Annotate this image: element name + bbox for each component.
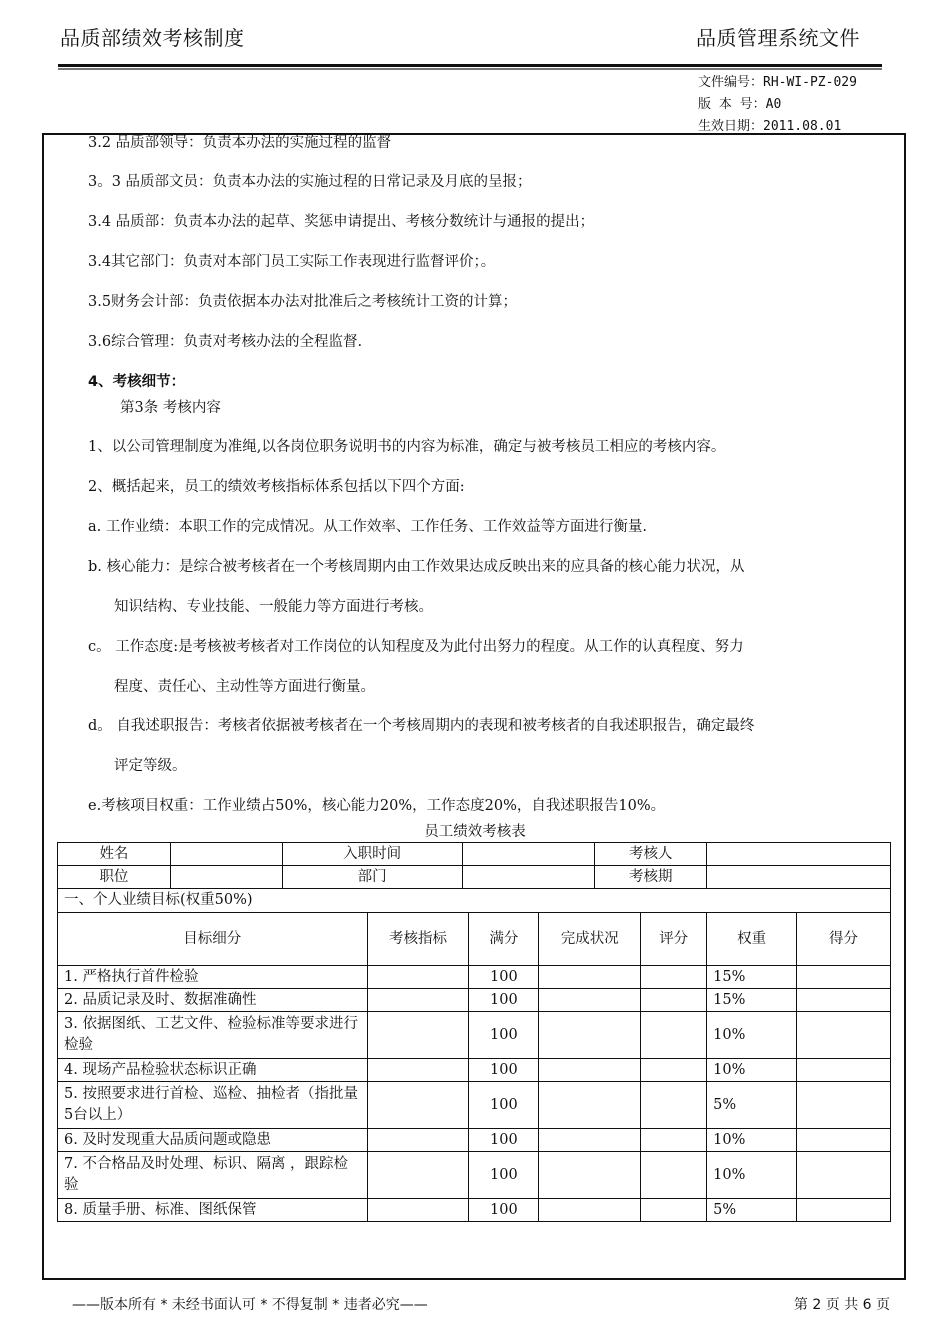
body-line: 3.4其它部门：负责对本部门员工实际工作表现进行监督评价；。 [88, 254, 496, 270]
row-target: 1. 严格执行首件检验 [58, 966, 368, 989]
join-date-value [462, 843, 595, 866]
row-weight: 15% [707, 966, 797, 989]
row-full-score: 100 [469, 1082, 539, 1129]
performance-table [57, 888, 891, 1222]
section-header: 一、个人业绩目标(权重50%) [58, 889, 891, 913]
table-row [58, 1199, 891, 1222]
row-weight: 10% [707, 1059, 797, 1082]
body-line: 知识结构、专业技能、一般能力等方面进行考核。 [114, 599, 433, 615]
section-title: 4、考核细节： [88, 374, 186, 390]
row-full-score: 100 [469, 966, 539, 989]
header-rule-thin [58, 68, 882, 70]
table-row [58, 966, 891, 989]
row-target: 8. 质量手册、标准、图纸保管 [58, 1199, 368, 1222]
body-line: e.考核项目权重：工作业绩占50%，核心能力20%，工作态度20%，自我述职报告10%。 [88, 798, 666, 814]
row-weight: 10% [707, 1129, 797, 1152]
table-row [58, 1129, 891, 1152]
reviewer-label: 考核人 [595, 843, 707, 866]
row-weight: 5% [707, 1199, 797, 1222]
table-row [58, 1059, 891, 1082]
department-label: 部门 [282, 866, 462, 889]
body-line: 程度、责任心、主动性等方面进行衡量。 [114, 679, 375, 695]
header-indicator: 考核指标 [367, 913, 469, 966]
body-line: 3.5财务会计部：负责依据本办法对批准后之考核统计工资的计算； [88, 294, 518, 310]
body-line: 2、概括起来，员工的绩效考核指标体系包括以下四个方面: [88, 479, 465, 495]
table-row [58, 1082, 891, 1129]
period-label: 考核期 [595, 866, 707, 889]
info-table [57, 842, 891, 889]
header-full-score: 满分 [469, 913, 539, 966]
body-line: b. 核心能力：是综合被考核者在一个考核周期内由工作效果达成反映出来的应具备的核心能力状况，从 [88, 559, 745, 575]
name-value [170, 843, 282, 866]
name-label: 姓名 [58, 843, 171, 866]
header-completion: 完成状况 [539, 913, 641, 966]
join-date-label: 入职时间 [282, 843, 462, 866]
row-full-score: 100 [469, 1152, 539, 1199]
table-row [58, 989, 891, 1012]
row-target: 3. 依据图纸、工艺文件、检验标准等要求进行检验 [58, 1012, 368, 1059]
page-number: 第 2 页 共 6 页 [793, 1297, 890, 1313]
row-target: 4. 现场产品检验状态标识正确 [58, 1059, 368, 1082]
position-value [170, 866, 282, 889]
row-weight: 5% [707, 1082, 797, 1129]
body-line: 评定等级。 [114, 758, 187, 774]
row-full-score: 100 [469, 989, 539, 1012]
row-target: 2. 品质记录及时、数据准确性 [58, 989, 368, 1012]
body-line: 1、以公司管理制度为准绳,以各岗位职务说明书的内容为标准，确定与被考核员工相应的考核内容。 [88, 439, 726, 455]
row-full-score: 100 [469, 1012, 539, 1059]
row-target: 7. 不合格品及时处理、标识、隔离 ，跟踪检验 [58, 1152, 368, 1199]
document-meta [698, 72, 857, 138]
document-category-title: 品质部绩效考核制度 [60, 26, 245, 50]
body-line: 3.6综合管理：负责对考核办法的全程监督. [88, 334, 363, 350]
row-weight: 10% [707, 1012, 797, 1059]
row-full-score: 100 [469, 1059, 539, 1082]
body-line: a. 工作业绩：本职工作的完成情况。从工作效率、工作任务、工作效益等方面进行衡量. [88, 519, 647, 535]
header-rating: 评分 [641, 913, 707, 966]
row-target: 5. 按照要求进行首检、巡检、抽检者（指批量5台以上） [58, 1082, 368, 1129]
header-target: 目标细分 [58, 913, 368, 966]
row-weight: 10% [707, 1152, 797, 1199]
reviewer-value [707, 843, 891, 866]
row-weight: 15% [707, 989, 797, 1012]
period-value [707, 866, 891, 889]
system-file-title: 品质管理系统文件 [696, 26, 860, 50]
row-target: 6. 及时发现重大品质问题或隐患 [58, 1129, 368, 1152]
table-title: 员工绩效考核表 [424, 824, 526, 840]
body-line: 3.4 品质部：负责本办法的起草、奖惩申请提出、考核分数统计与通报的提出； [88, 214, 595, 230]
copyright-notice: ——版本所有 * 未经书面认可 * 不得复制 * 违者必究—— [72, 1297, 428, 1313]
header-weight: 权重 [707, 913, 797, 966]
version: 版 本 号：A0 [698, 97, 782, 112]
position-label: 职位 [58, 866, 171, 889]
table-row [58, 1152, 891, 1199]
row-full-score: 100 [469, 1129, 539, 1152]
row-full-score: 100 [469, 1199, 539, 1222]
effective-date: 生效日期：2011.08.01 [698, 119, 842, 134]
table-row [58, 1012, 891, 1059]
doc-number: 文件编号：RH-WI-PZ-029 [698, 75, 857, 90]
body-line: 3.2 品质部领导：负责本办法的实施过程的监督 [88, 135, 392, 151]
body-line: d。 自我述职报告：考核者依据被考核者在一个考核周期内的表现和被考核者的自我述职报告，确定最终 [88, 718, 755, 734]
article-title: 第3条 考核内容 [120, 400, 221, 416]
header-rule-thick [58, 64, 882, 67]
department-value [462, 866, 595, 889]
body-line: c。 工作态度:是考核被考核者对工作岗位的认知程度及为此付出努力的程度。从工作的认真程度、努力 [88, 639, 744, 655]
body-line: 3。3 品质部文员：负责本办法的实施过程的日常记录及月底的呈报； [88, 174, 532, 190]
header-score: 得分 [797, 913, 891, 966]
